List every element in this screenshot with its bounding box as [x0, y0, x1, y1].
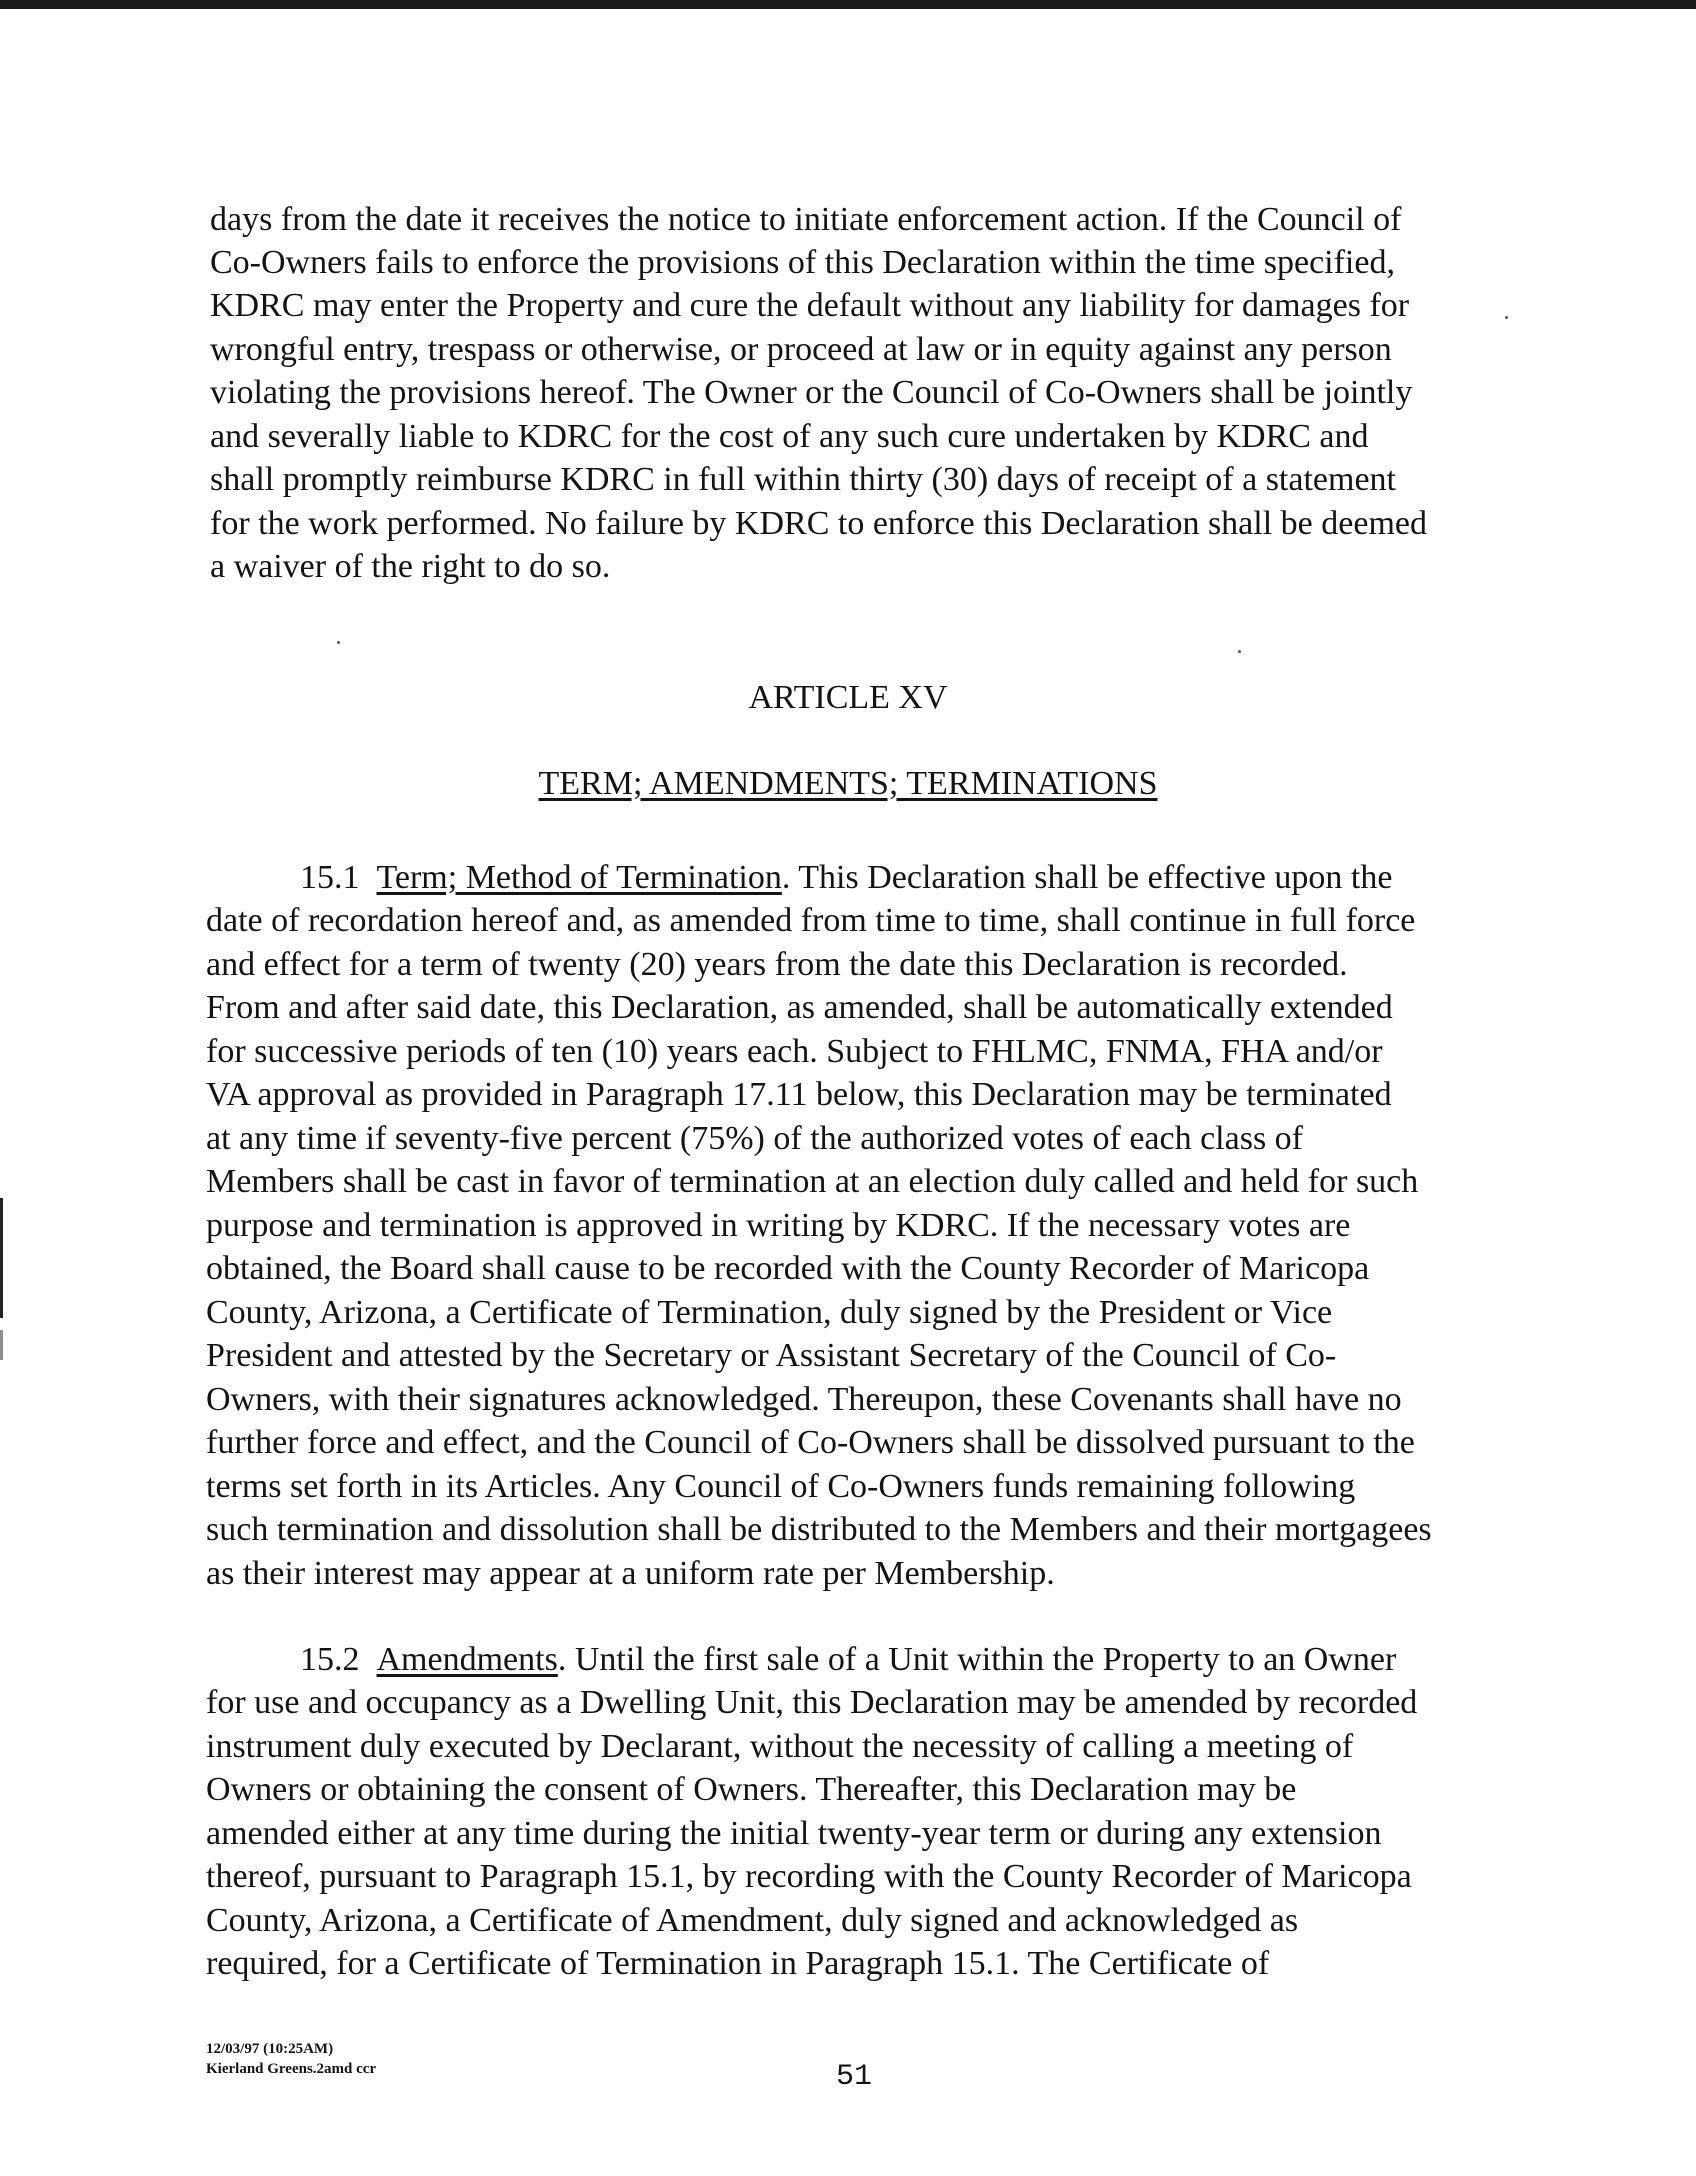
text-line: and effect for a term of twenty (20) years from the date this Declaration is recorded. — [206, 946, 1348, 983]
text-line: County, Arizona, a Certificate of Termination, duly signed by the President or Vice — [206, 1294, 1333, 1331]
footer-file-name: Kierland Greens.2amd ccr — [206, 2061, 377, 2077]
text-line: Co-Owners fails to enforce the provisions of this Declaration within the time specified, — [210, 244, 1395, 281]
text-line: amended either at any time during the initial twenty-year term or during any extension — [206, 1815, 1382, 1852]
text-line: VA approval as provided in Paragraph 17.11 below, this Declaration may be terminated — [206, 1076, 1392, 1113]
text-line: at any time if seventy-five percent (75%) of the authorized votes of each class of — [206, 1120, 1303, 1157]
text-line: Members shall be cast in favor of termination at an election duly called and held for such — [206, 1163, 1419, 1200]
article-subheading — [0, 764, 1696, 804]
page-number: 51 — [836, 2060, 873, 2094]
text-line: purpose and termination is approved in writing by KDRC. If the necessary votes are — [206, 1207, 1351, 1244]
article-subheading-text: TERM; AMENDMENTS; TERMINATIONS — [538, 765, 1158, 802]
scan-speck — [1238, 650, 1241, 653]
text-line: violating the provisions hereof. The Owner or the Council of Co-Owners shall be jointly — [210, 374, 1413, 411]
text-line: thereof, pursuant to Paragraph 15.1, by recording with the County Recorder of Maricopa — [206, 1858, 1412, 1895]
section-first-line-rest: . This Declaration shall be effective upon the — [781, 859, 1393, 896]
text-line: such termination and dissolution shall be distributed to the Members and their mortgagees — [206, 1511, 1432, 1548]
scan-edge-mark — [0, 1330, 3, 1360]
text-line: as their interest may appear at a uniform rate per Membership. — [206, 1555, 1055, 1592]
section-title: Term; Method of Termination — [376, 859, 782, 896]
text-line: and severally liable to KDRC for the cost of any such cure undertaken by KDRC and — [210, 418, 1369, 455]
footer-date-stamp: 12/03/97 (10:25AM) — [206, 2041, 334, 2057]
text-line: further force and effect, and the Council of Co-Owners shall be dissolved pursuant to the — [206, 1424, 1415, 1461]
text-line: obtained, the Board shall cause to be recorded with the County Recorder of Maricopa — [206, 1250, 1370, 1287]
text-line: Owners or obtaining the consent of Owners. Thereafter, this Declaration may be — [206, 1771, 1297, 1808]
text-line: County, Arizona, a Certificate of Amendment, duly signed and acknowledged as — [206, 1902, 1299, 1939]
text-line: days from the date it receives the notice to initiate enforcement action. If the Council of — [210, 201, 1402, 238]
section-number: 15.2 — [300, 1641, 360, 1678]
section-first-line — [300, 1640, 1396, 1680]
text-line: KDRC may enter the Property and cure the default without any liability for damages for — [210, 287, 1410, 324]
section-first-line-rest: . Until the first sale of a Unit within the Property to an Owner — [557, 1641, 1397, 1678]
text-line: shall promptly reimburse KDRC in full within thirty (30) days of receipt of a statement — [210, 461, 1396, 498]
section-title: Amendments — [376, 1641, 558, 1678]
section-first-line — [300, 858, 1392, 898]
text-line: terms set forth in its Articles. Any Council of Co-Owners funds remaining following — [206, 1468, 1356, 1505]
text-line: From and after said date, this Declaration, as amended, shall be automatically extended — [206, 989, 1393, 1026]
text-line: a waiver of the right to do so. — [210, 548, 611, 585]
text-line: President and attested by the Secretary or Assistant Secretary of the Council of Co- — [206, 1337, 1337, 1374]
article-heading: ARTICLE XV — [748, 679, 948, 716]
text-line: Owners, with their signatures acknowledged. Thereupon, these Covenants shall have no — [206, 1381, 1402, 1418]
text-line: for use and occupancy as a Dwelling Unit, this Declaration may be amended by recorded — [206, 1684, 1418, 1721]
text-line: for the work performed. No failure by KDRC to enforce this Declaration shall be deemed — [210, 505, 1427, 542]
text-line: wrongful entry, trespass or otherwise, or proceed at law or in equity against any person — [210, 331, 1392, 368]
text-line: date of recordation hereof and, as amended from time to time, shall continue in full force — [206, 902, 1416, 939]
scan-speck — [337, 641, 340, 644]
text-line: for successive periods of ten (10) years each. Subject to FHLMC, FNMA, FHA and/or — [206, 1033, 1383, 1070]
scan-speck — [1505, 316, 1508, 319]
text-line: instrument duly executed by Declarant, without the necessity of calling a meeting of — [206, 1728, 1354, 1765]
scan-edge-mark — [0, 1198, 3, 1318]
section-number: 15.1 — [300, 859, 360, 896]
text-line: required, for a Certificate of Termination in Paragraph 15.1. The Certificate of — [206, 1945, 1270, 1982]
